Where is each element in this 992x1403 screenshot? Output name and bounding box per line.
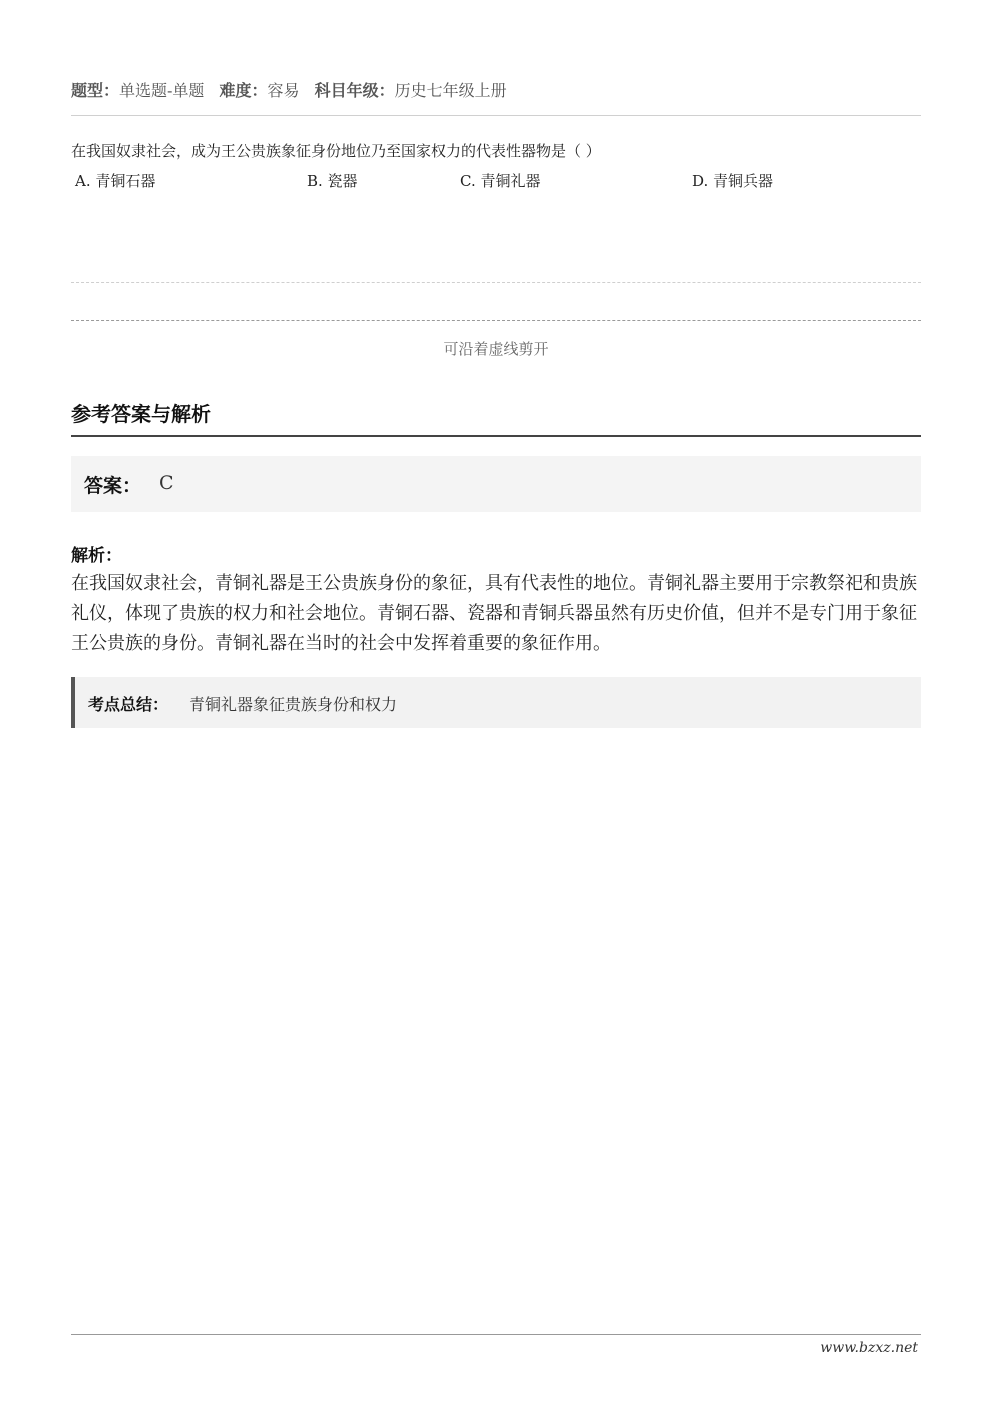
option-a: A. 青铜石器 [75,172,156,190]
answer-box [71,456,921,512]
option-b: B. 瓷器 [307,172,358,190]
question-meta-bar [71,78,517,101]
footer-divider [71,1334,921,1335]
cut-line-upper [71,282,921,283]
option-d: D. 青铜兵器 [692,172,774,190]
question-stem: 在我国奴隶社会，成为王公贵族象征身份地位乃至国家权力的代表性器物是（ ） [71,142,601,160]
answer-value: C [159,472,174,494]
footer-site: www.bzxz.net [820,1340,918,1356]
answer-section-title: 参考答案与解析 [71,402,211,426]
analysis-text: 在我国奴隶社会，青铜礼器是王公贵族身份的象征，具有代表性的地位。青铜礼器主要用于宗教祭祀和贵族礼仪，体现了贵族的权力和社会地位。青铜石器、瓷器和青铜兵器虽然有历史价值，但并不是专门用于象征王公贵族的身份。青铜礼器在当时的社会中发挥着重要的象征作用。 [71,573,917,654]
subject-label: 科目年级： [314,81,395,100]
answer-label: 答案： [84,475,142,497]
analysis-label: 解析： [71,546,122,566]
answer-section-divider [71,435,921,437]
summary-label: 考点总结： [88,695,169,714]
subject-value: 历史七年级上册 [394,81,507,100]
cut-line-lower [71,320,921,321]
cut-note: 可沿着虚线剪开 [443,340,549,358]
meta-divider [71,115,921,116]
difficulty-label: 难度： [219,81,268,100]
type-label: 题型： [71,81,120,100]
summary-box [71,677,921,728]
summary-value: 青铜礼器象征贵族身份和权力 [189,695,398,714]
option-c: C. 青铜礼器 [460,172,541,190]
difficulty-value: 容易 [267,81,300,100]
type-value: 单选题-单题 [119,81,205,100]
